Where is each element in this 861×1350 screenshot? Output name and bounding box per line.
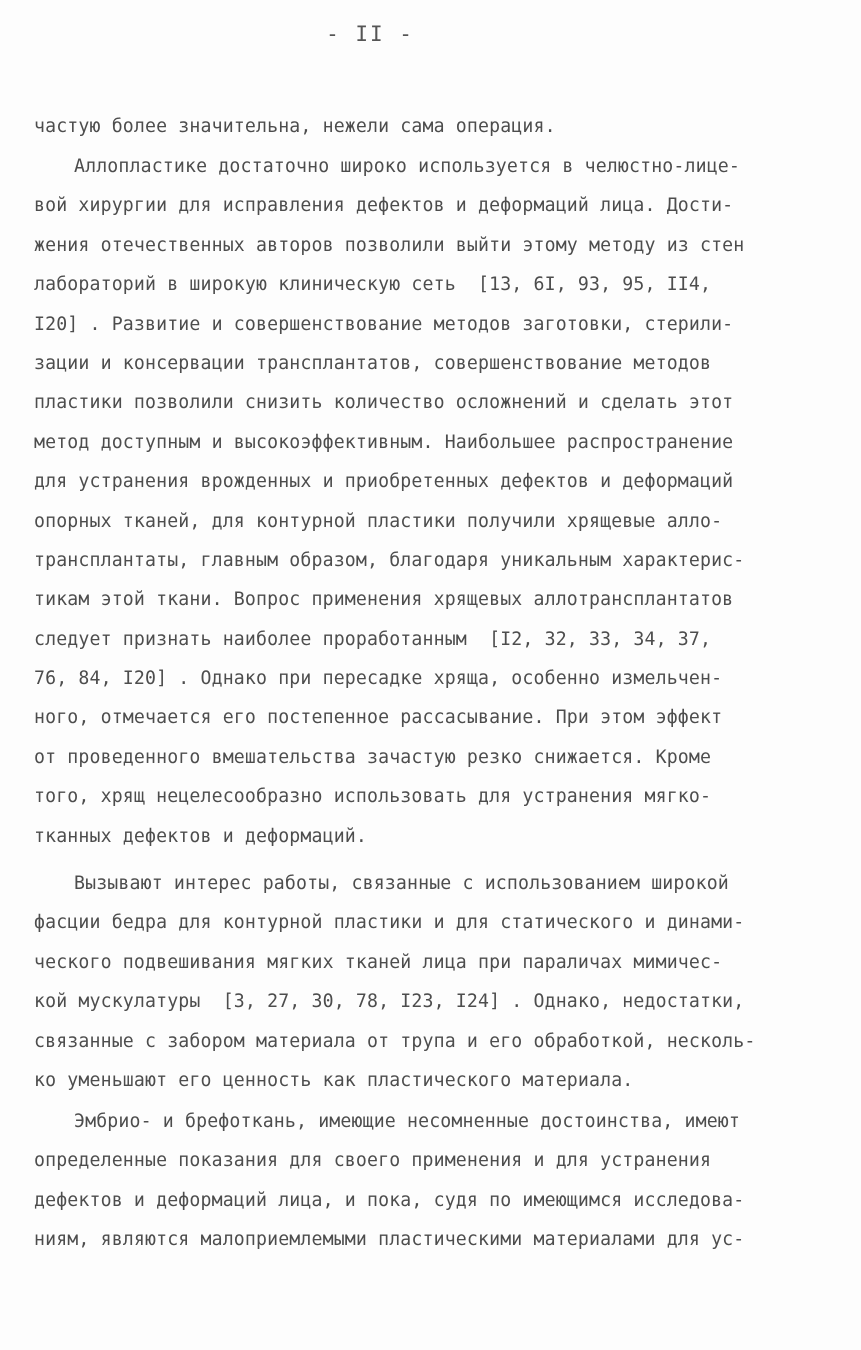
text-line: ниям, являются малоприемлемыми пластическими материалами для ус- [34, 1229, 745, 1251]
text-line: того, хрящ нецелесообразно использовать для устранения мягко- [34, 786, 712, 808]
text-line: ного, отмечается его постепенное рассасывание. При этом эффект [34, 707, 723, 729]
text-line: жения отечественных авторов позволили выйти этому методу из стен [34, 234, 745, 256]
text-line: I20] . Развитие и совершенствование методов заготовки, стерили- [34, 313, 734, 335]
text-line: тканных дефектов и деформаций. [34, 825, 367, 847]
text-line: тикам этой ткани. Вопрос применения хрящевых аллотрансплантатов [34, 589, 734, 611]
text-line: зации и консервации трансплантатов, совершенствование методов [34, 352, 712, 374]
text-line: трансплантаты, главным образом, благодаря уникальным характерис- [34, 549, 745, 571]
text-line: следует признать наиболее проработанным [I2, 32, 33, 34, 37, [34, 628, 712, 650]
text-line: для устранения врожденных и приобретенных дефектов и деформаций [34, 471, 734, 493]
text-line: 76, 84, I20] . Однако при пересадке хряща, особенно измельчен- [34, 668, 723, 690]
text-line: ческого подвешивания мягких тканей лица при параличах мимичес- [34, 951, 723, 973]
page-number: - II - [326, 22, 414, 46]
text-line: опорных тканей, для контурной пластики получили хрящевые алло- [34, 510, 723, 532]
text-line: фасции бедра для контурной пластики и для статического и динами- [34, 912, 745, 934]
text-line: лабораторий в широкую клиническую сеть [13, 6I, 93, 95, II4, [34, 274, 712, 296]
text-line: от проведенного вмешательства зачастую резко снижается. Кроме [34, 746, 712, 768]
text-line: Вызывают интерес работы, связанные с использованием широкой [74, 873, 729, 894]
text-line: частую более значительна, нежели сама операция. [34, 116, 556, 137]
text-line: Аллопластике достаточно широко используется в челюстно-лице- [74, 156, 740, 177]
text-line: пластики позволили снизить количество осложнений и сделать этот [34, 392, 734, 414]
text-line: дефектов и деформаций лица, и пока, судя по имеющимся исследова- [34, 1189, 745, 1211]
text-line: Эмбрио- и брефоткань, имеющие несомненные достоинства, имеют [74, 1111, 740, 1132]
text-line: метод доступным и высокоэффективным. Наибольшее распространение [34, 431, 734, 453]
text-line: определенные показания для своего применения и для устранения [34, 1150, 712, 1172]
paragraph-2 [34, 147, 834, 856]
text-line: ко уменьшают его ценность как пластического материала. [34, 1069, 634, 1091]
text-line: вой хирургии для исправления дефектов и деформаций лица. Дости- [34, 195, 734, 217]
paragraph-3 [34, 864, 834, 1100]
paragraph-1 [34, 107, 834, 146]
text-line: связанные с забором материала от трупа и его обработкой, несколь- [34, 1030, 756, 1052]
paragraph-4 [34, 1102, 834, 1260]
text-line: кой мускулатуры [3, 27, 30, 78, I23, I24] . Однако, недостатки, [34, 991, 745, 1013]
